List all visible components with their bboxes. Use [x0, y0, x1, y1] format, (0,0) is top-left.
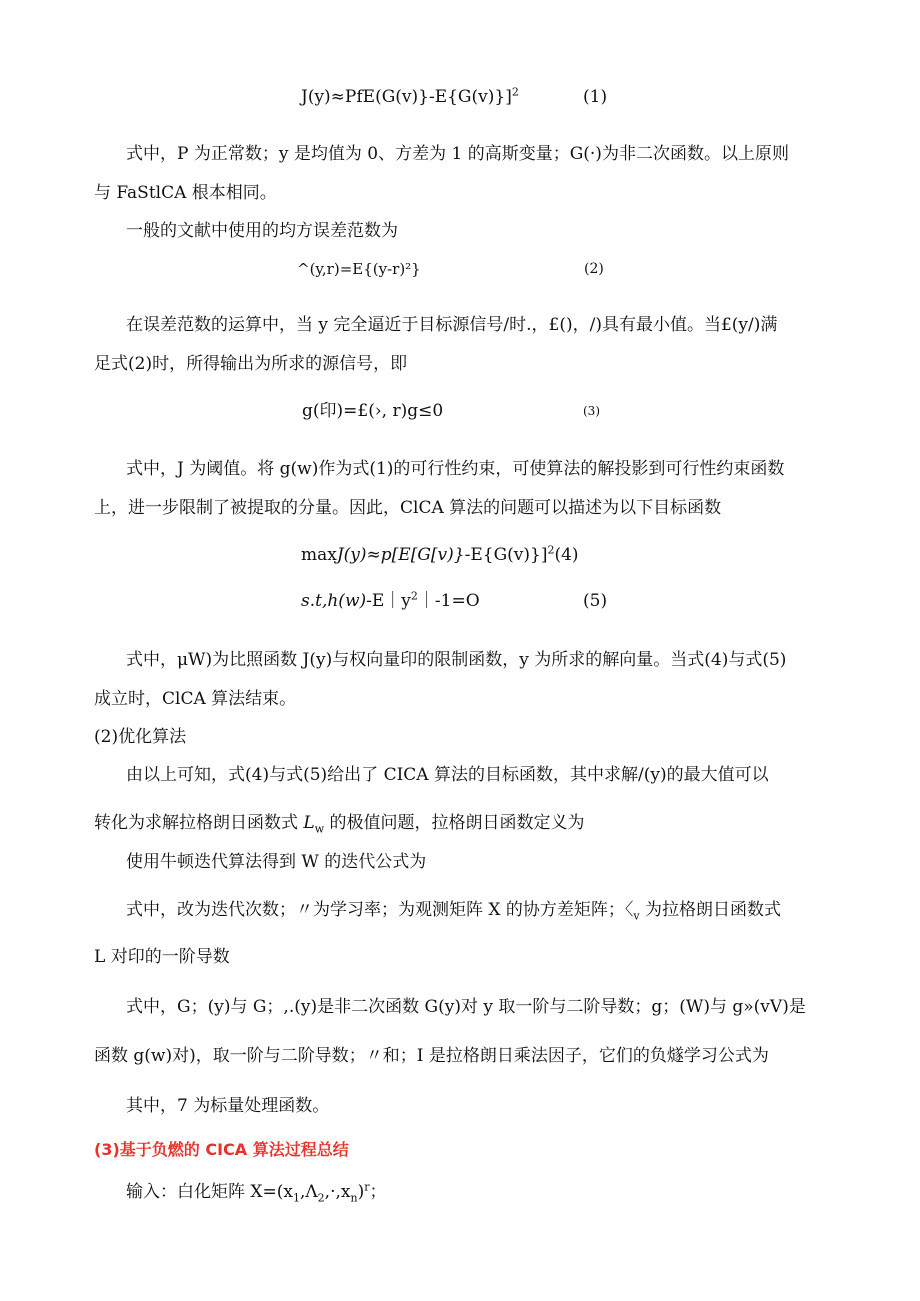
equation-2: ^(y,r)=E{(y-r)²} [297, 260, 421, 278]
equation-2-number: (2) [584, 261, 604, 277]
paragraph-3-line-1: 在误差范数的运算中，当 y 完全逼近于目标源信号/时.，£()，/)具有最小值。当£(y/)满 [126, 315, 778, 335]
equation-3-number: (3) [583, 404, 600, 418]
paragraph-7: 使用牛顿迭代算法得到 W 的迭代公式为 [126, 852, 427, 872]
paragraph-8-line-1: 式中，改为迭代次数；〃为学习率；为观测矩阵 X 的协方差矩阵；〈$_v$ 为拉格朗日函数式 [126, 900, 782, 923]
equation-5: $s.t,h(w)-E|y^2|-1=O$ [301, 589, 480, 611]
equation-5-number: (5) [583, 591, 608, 611]
paragraph-2: 一般的文献中使用的均方误差范数为 [126, 221, 398, 241]
equation-1-number: (1) [583, 87, 608, 107]
paragraph-10: 其中，7 为标量处理函数。 [126, 1096, 330, 1116]
paragraph-5-line-1: 式中，μW)为比照函数 J(y)与权向量印的限制函数，y 为所求的解向量。当式(4)与式(5) [126, 650, 787, 670]
section-heading-optimization: (2)优化算法 [94, 727, 187, 747]
paragraph-5-line-2: 成立时，ClCA 算法结束。 [94, 689, 297, 709]
paragraph-6-line-2: 转化为求解拉格朗日函数式 $L_w$ 的极值问题，拉格朗日函数定义为 [94, 813, 585, 836]
input-definition: 输入：白化矩阵 $X=(x_1,\Lambda_2,\cdot,x_n)^r$； [126, 1180, 387, 1205]
equation-4: $\max J(y)\approx p[E[G[v)\}-E\{G(v)\}]^2(4)$ [301, 543, 579, 565]
paragraph-9-line-1: 式中，G；(y)与 G；,.(y)是非二次函数 G(y)对 y 取一阶与二阶导数；g；(W)与 g»(vV)是 [126, 997, 806, 1017]
paragraph-8-line-2: L 对印的一阶导数 [94, 947, 230, 967]
equation-1: J(y)≈PfE(G(v)}-E{G(v)}]$^2$ [301, 85, 519, 107]
paragraph-9-line-2: 函数 g(w)对)，取一阶与二阶导数；〃和；I 是拉格朗日乘法因子，它们的负燧学习公式为 [94, 1046, 769, 1066]
paragraph-1-line-2: 与 FaStlCA 根本相同。 [94, 183, 277, 203]
paragraph-3-line-2: 足式(2)时，所得输出为所求的源信号，即 [94, 354, 408, 374]
section-heading-summary: (3)基于负燃的 CICA 算法过程总结 [94, 1140, 349, 1159]
paragraph-4-line-2: 上，进一步限制了被提取的分量。因此，ClCA 算法的问题可以描述为以下目标函数 [94, 498, 722, 518]
paragraph-4-line-1: 式中，J 为阈值。将 g(w)作为式(1)的可行性约束，可使算法的解投影到可行性约束函数 [126, 459, 785, 479]
paragraph-6-line-1: 由以上可知，式(4)与式(5)给出了 CICA 算法的目标函数，其中求解/(y)的最大值可以 [126, 765, 769, 785]
paragraph-1-line-1: 式中，P 为正常数；y 是均值为 0、方差为 1 的高斯变量；G(·)为非二次函数。以上原则 [126, 144, 789, 164]
equation-3: g(印)=£(›, r)g≤0 [302, 401, 444, 421]
